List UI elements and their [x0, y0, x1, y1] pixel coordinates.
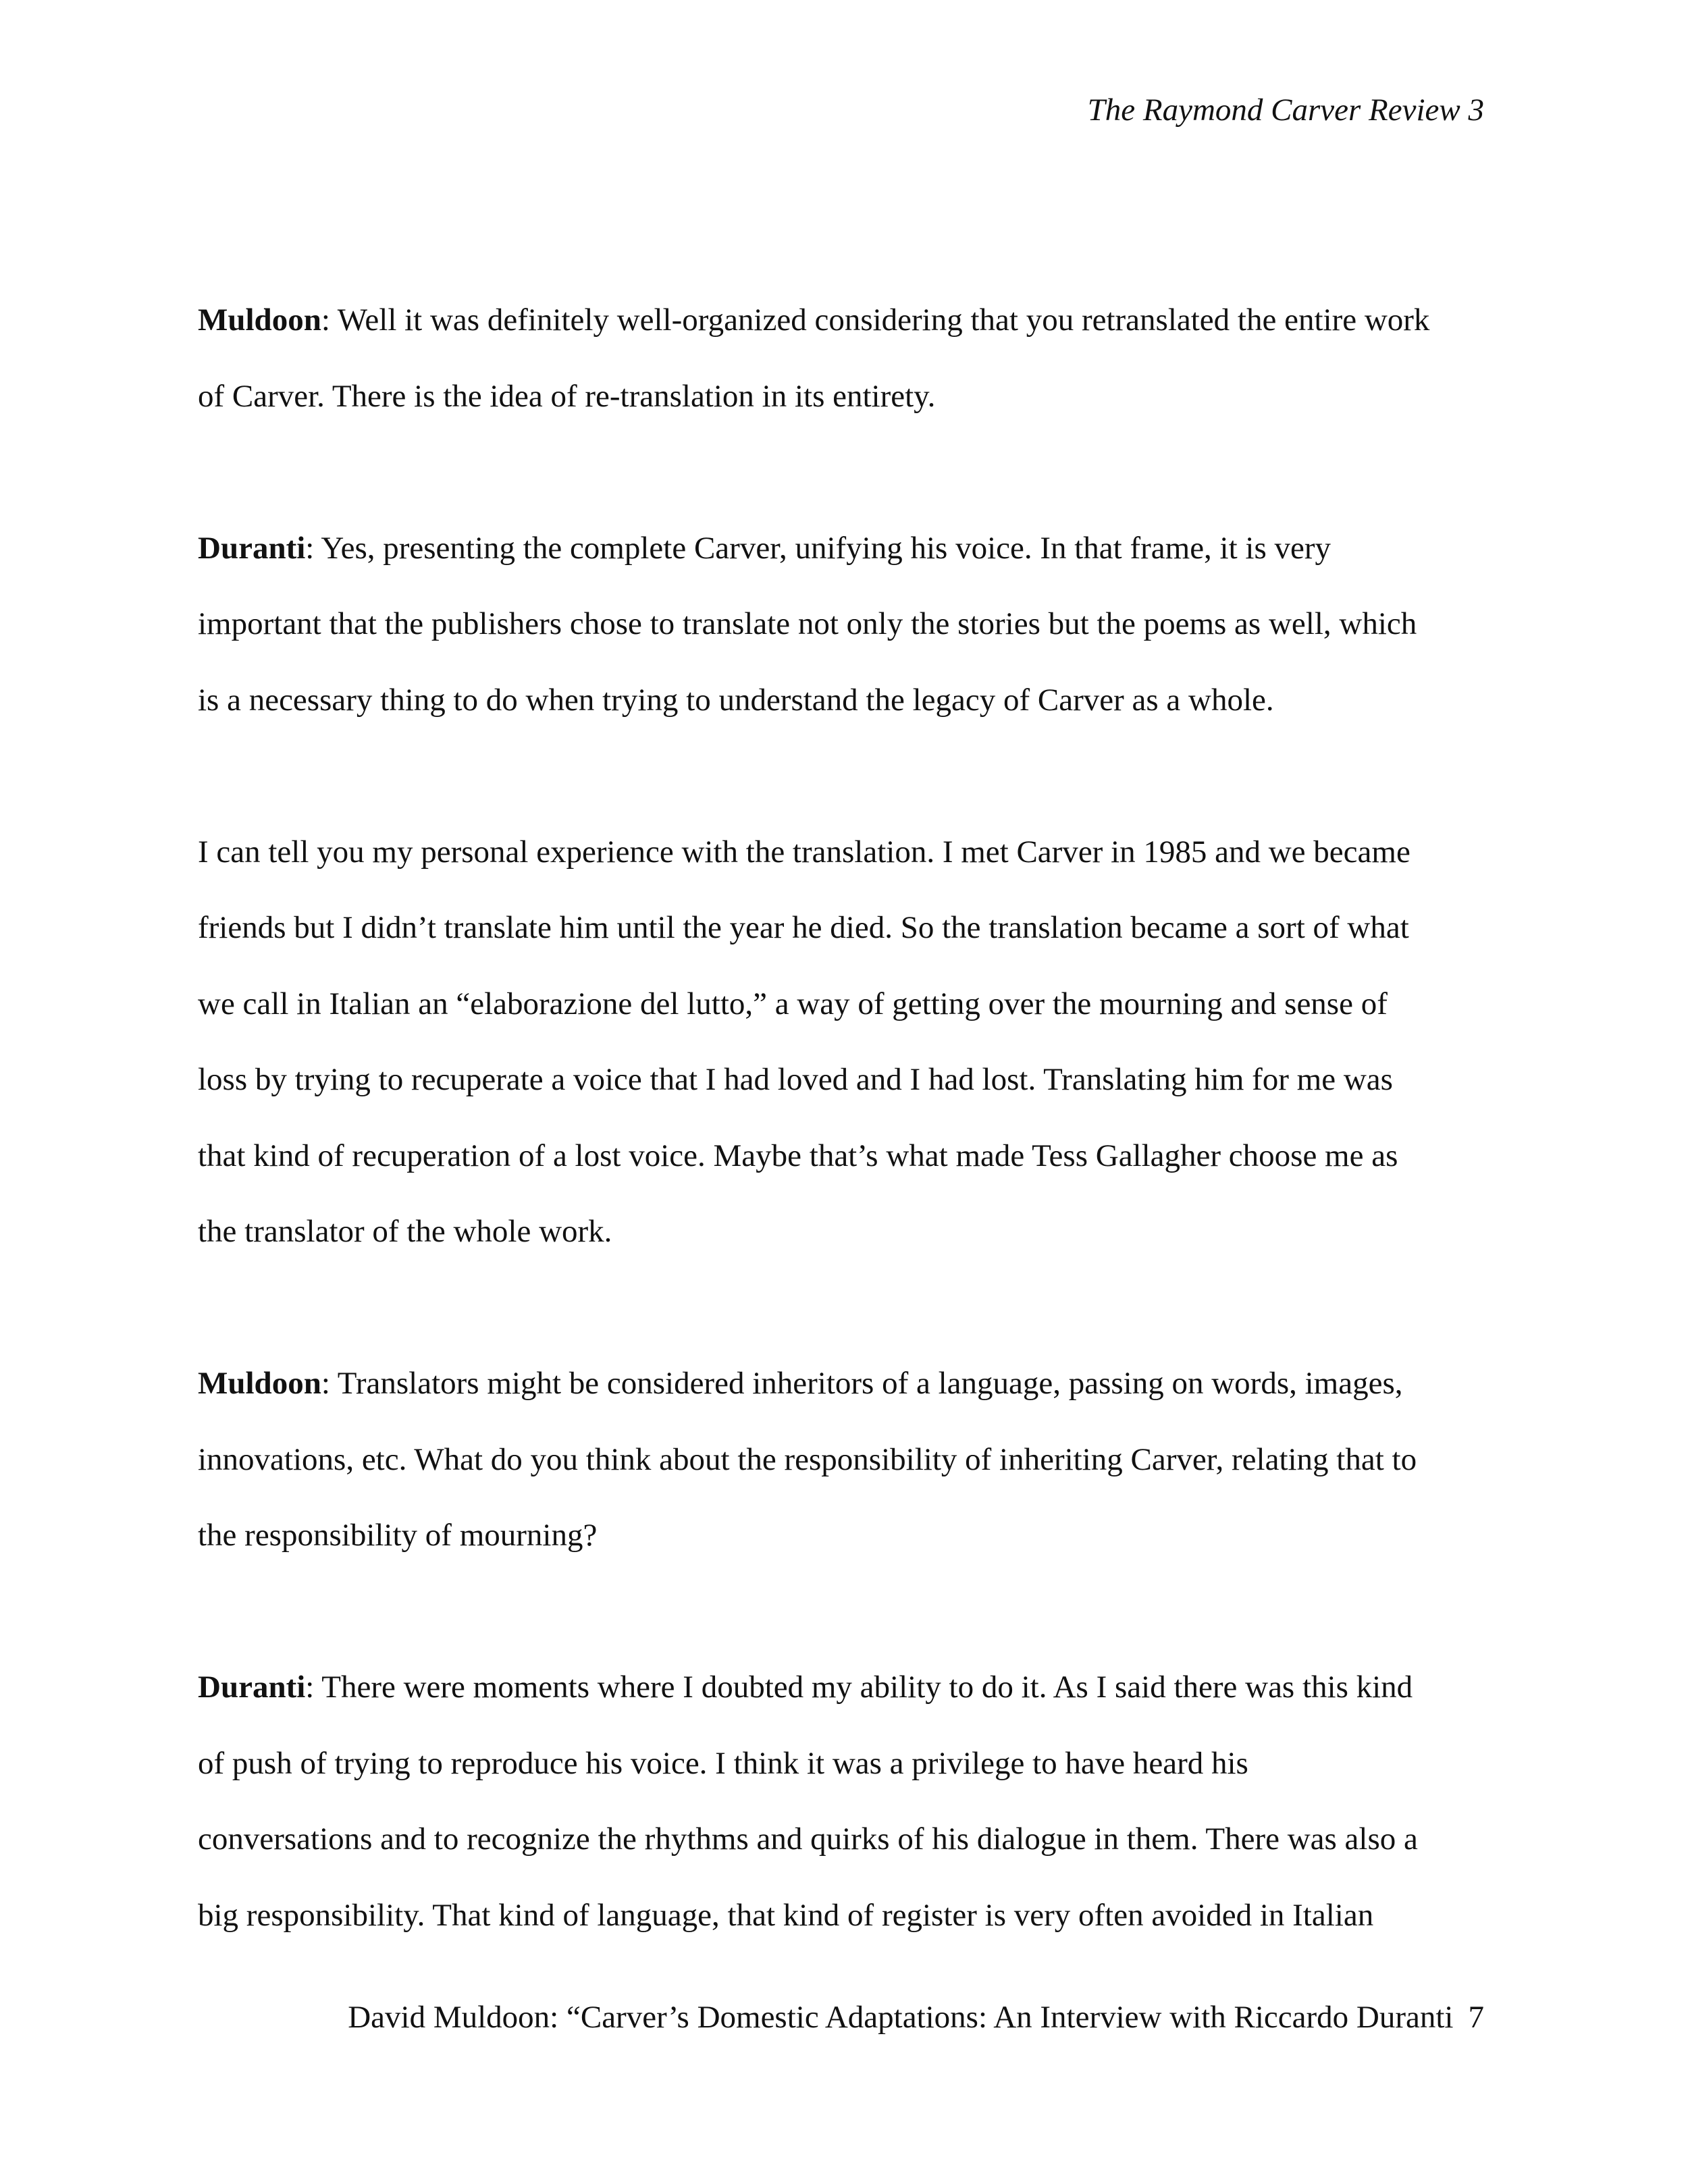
text-line: of Carver. There is the idea of re-translation in its entirety. — [198, 378, 936, 414]
interview-body — [198, 282, 1498, 1953]
text-line: is a necessary thing to do when trying to understand the legacy of Carver as a whole. — [198, 682, 1274, 718]
footer-citation: David Muldoon: “Carver’s Domestic Adaptations: An Interview with Riccardo Duranti — [348, 2000, 1454, 2035]
text-line: loss by trying to recuperate a voice that I had loved and I had lost. Translating him for me was — [198, 1062, 1393, 1097]
text-line: important that the publishers chose to translate not only the stories but the poems as well, which — [198, 606, 1417, 641]
text-line: conversations and to recognize the rhythms and quirks of his dialogue in them. There was also a — [198, 1821, 1418, 1857]
text-line: friends but I didn’t translate him until the year he died. So the translation became a sort of what — [198, 910, 1409, 945]
speaker-label: Muldoon — [198, 1366, 321, 1401]
text-line: big responsibility. That kind of language, that kind of register is very often avoided in Italian — [198, 1897, 1374, 1933]
paragraph-muldoon-1 — [198, 282, 1498, 434]
text-line: the translator of the whole work. — [198, 1214, 612, 1249]
page-footer — [348, 2002, 1484, 2033]
text-line: Duranti: There were moments where I doubted my ability to do it. As I said there was this kind — [198, 1670, 1413, 1705]
paragraph-duranti-3 — [198, 1649, 1498, 1953]
running-header: The Raymond Carver Review 3 — [1087, 92, 1484, 128]
paragraph-duranti-2 — [198, 814, 1498, 1270]
text-line: Muldoon: Translators might be considered inheritors of a language, passing on words, images, — [198, 1366, 1403, 1401]
text-line: Muldoon: Well it was definitely well-organized considering that you retranslated the entire work — [198, 302, 1430, 338]
paragraph-duranti-1 — [198, 510, 1498, 739]
speaker-label: Duranti — [198, 1670, 306, 1705]
text-line: the responsibility of mourning? — [198, 1518, 598, 1553]
paragraph-muldoon-2 — [198, 1346, 1498, 1574]
text-line: I can tell you my personal experience with the translation. I met Carver in 1985 and we became — [198, 834, 1410, 870]
text-line: Duranti: Yes, presenting the complete Carver, unifying his voice. In that frame, it is very — [198, 530, 1331, 566]
text-line: that kind of recuperation of a lost voice. Maybe that’s what made Tess Gallagher choose me as — [198, 1138, 1398, 1173]
text-line: of push of trying to reproduce his voice. I think it was a privilege to have heard his — [198, 1745, 1248, 1781]
speaker-label: Duranti — [198, 530, 306, 566]
speaker-label: Muldoon — [198, 302, 321, 338]
text-line: innovations, etc. What do you think about the responsibility of inheriting Carver, relating that to — [198, 1441, 1417, 1477]
page-number: 7 — [1468, 2000, 1484, 2035]
text-line: we call in Italian an “elaborazione del lutto,” a way of getting over the mourning and sense of — [198, 986, 1388, 1021]
